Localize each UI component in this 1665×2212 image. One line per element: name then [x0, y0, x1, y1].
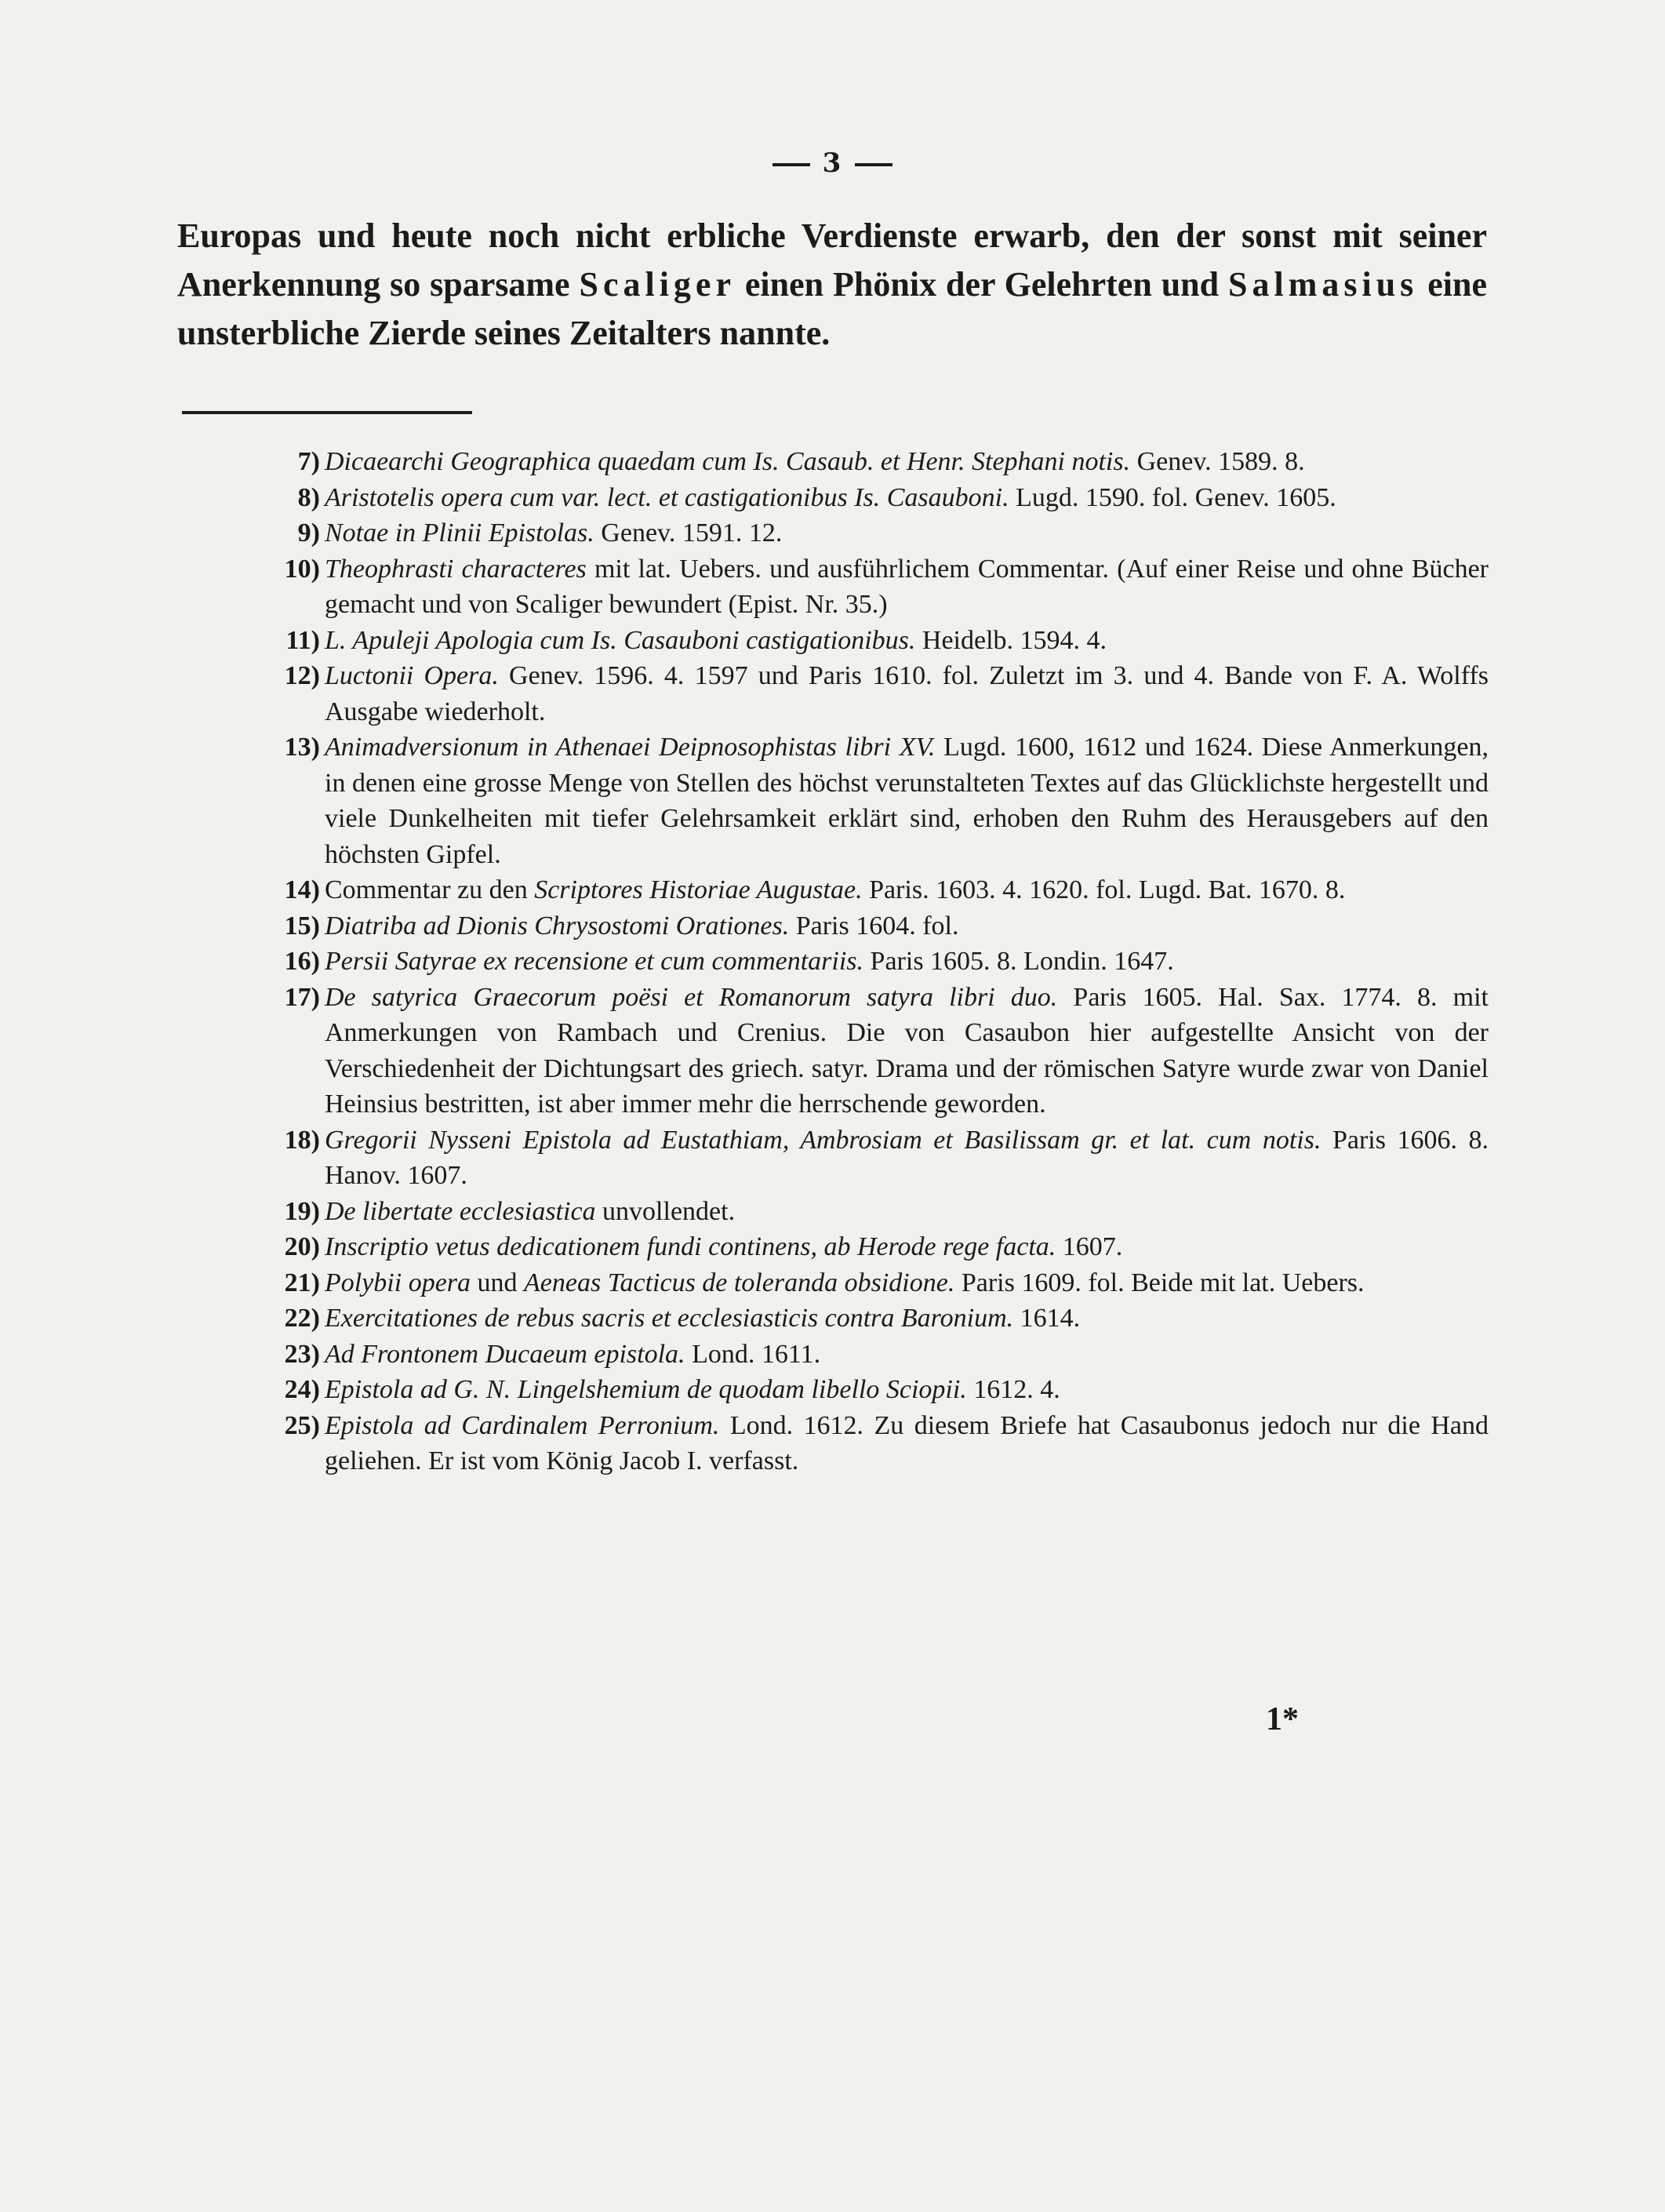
intro-text-2: einen Phönix der Gelehrten und — [735, 265, 1229, 304]
footnote-details: Paris 1605. Hal. Sax. 1774. 8. mit Anmerkungen von Rambach und Crenius. Die von Casaubon hier aufgestellte Ansicht von der Verschiedenheit der Dichtungsart des griech. satyr. Drama und der römischen Satyre wurde zwar von Daniel Heinsius bestritten, ist aber immer mehr die herrschende geworden. — [325, 982, 1489, 1119]
footnote-number: 10) — [284, 554, 320, 584]
footnote-details: Genev. 1591. 12. — [594, 518, 783, 548]
footnote-13 — [259, 729, 1489, 872]
intro-name-salmasius: Salmasius — [1228, 265, 1419, 304]
footnote-details: Heidelb. 1594. 4. — [915, 625, 1107, 655]
footnote-number: 24) — [284, 1375, 320, 1404]
footnote-details: 1607. — [1056, 1232, 1123, 1261]
footnote-details: Paris 1609. fol. Beide mit lat. Uebers. — [954, 1268, 1365, 1297]
footnote-title-2: Aeneas Tacticus de toleranda obsidione. — [524, 1268, 955, 1297]
footnote-7 — [259, 444, 1489, 480]
footnote-19 — [259, 1194, 1489, 1230]
footnote-title: Diatriba ad Dionis Chrysostomi Orationes. — [325, 911, 790, 940]
footnote-20 — [259, 1229, 1489, 1265]
footnote-details: Paris 1605. 8. Londin. 1647. — [863, 947, 1174, 976]
footnote-title: Scriptores Historiae Augustae. — [534, 875, 863, 904]
footnote-title: Epistola ad G. N. Lingelshemium de quodam libello Sciopii. — [325, 1375, 967, 1404]
footnote-details: Paris 1604. fol. — [789, 911, 959, 940]
footnote-title: Inscriptio vetus dedicationem fundi continens, ab Herode rege facta. — [325, 1232, 1056, 1261]
footnote-number: 7) — [297, 447, 320, 476]
footnote-8 — [259, 480, 1489, 516]
footnote-9 — [259, 515, 1489, 551]
footnote-title: Notae in Plinii Epistolas. — [325, 518, 594, 548]
intro-paragraph — [177, 212, 1487, 358]
footnote-title: De satyrica Graecorum poësi et Romanorum satyra libri duo. — [325, 982, 1058, 1012]
intro-text-1: Europas und heute noch nicht erbliche Verdienste erwarb, den der sonst mit seiner Anerkennung so sparsame — [177, 216, 1487, 304]
footnote-number: 12) — [284, 661, 320, 690]
footnote-number: 9) — [297, 518, 320, 548]
footnote-22 — [259, 1301, 1489, 1337]
footnote-10 — [259, 551, 1489, 623]
footnote-title: Luctonii Opera. — [325, 661, 499, 690]
footnote-21 — [259, 1265, 1489, 1301]
footnote-number: 8) — [297, 482, 320, 512]
intro-name-scaliger: Scaliger — [579, 265, 736, 304]
footnote-number: 18) — [284, 1125, 320, 1155]
footnote-separator — [182, 411, 472, 414]
footnote-title: Ad Frontonem Ducaeum epistola. — [325, 1339, 685, 1369]
footnote-title: Persii Satyrae ex recensione et cum commentariis. — [325, 947, 864, 976]
footnote-title: Dicaearchi Geographica quaedam cum Is. Casaub. et Henr. Stephani notis. — [325, 447, 1131, 476]
footnote-details: 1612. 4. — [966, 1375, 1060, 1404]
footnote-title: Gregorii Nysseni Epistola ad Eustathiam, Ambrosiam et Basilissam gr. et lat. cum notis. — [325, 1125, 1321, 1155]
footnote-11 — [259, 623, 1489, 659]
footnote-number: 25) — [284, 1410, 320, 1440]
footnote-number: 17) — [284, 982, 320, 1012]
footnote-number: 14) — [284, 875, 320, 904]
footnote-number: 11) — [285, 625, 320, 655]
footnote-18 — [259, 1122, 1489, 1194]
footnote-23 — [259, 1337, 1489, 1373]
footnote-title: Polybii opera — [325, 1268, 471, 1297]
footnote-12 — [259, 658, 1489, 729]
footnote-number: 13) — [284, 733, 320, 762]
footnote-details: Genev. 1589. 8. — [1130, 447, 1305, 476]
footnote-title: Animadversionum in Athenaei Deipnosophistas libri XV. — [325, 733, 936, 762]
footnote-list — [259, 444, 1489, 1479]
footnote-title: L. Apuleji Apologia cum Is. Casauboni castigationibus. — [325, 625, 916, 655]
left-dash — [773, 163, 810, 166]
intro-text-3: eine unsterbliche Zierde seines Zeitalters nannte. — [177, 265, 1487, 352]
footnote-16 — [259, 944, 1489, 980]
footnote-details: 1614. — [1013, 1304, 1081, 1333]
footnote-details: Paris. 1603. 4. 1620. fol. Lugd. Bat. 1670. 8. — [862, 875, 1346, 904]
footnote-number: 20) — [284, 1232, 320, 1261]
footnote-details: mit lat. Uebers. und ausführlichem Commentar. (Auf einer Reise und ohne Bücher gemacht und von Scaliger bewundert (Epist. Nr. 35.) — [325, 554, 1489, 619]
footnote-title: Epistola ad Cardinalem Perronium. — [325, 1410, 720, 1440]
footnote-title: Theophrasti characteres — [325, 554, 587, 584]
footnote-details: Lugd. 1600, 1612 und 1624. Diese Anmerkungen, in denen eine grosse Menge von Stellen des höchst verunstalteten Textes auf das Glücklichste hergestellt und viele Dunkelheiten mit tiefer Gelehrsamkeit erklärt sind, erhoben den Ruhm des Herausgebers auf den höchsten Gipfel. — [325, 733, 1489, 869]
footnote-15 — [259, 908, 1489, 944]
footnote-number: 23) — [284, 1339, 320, 1369]
footnote-number: 15) — [284, 911, 320, 940]
footnote-25 — [259, 1408, 1489, 1479]
footnote-prefix: Commentar zu den — [325, 875, 535, 904]
footnote-title: Exercitationes de rebus sacris et ecclesiasticis contra Baronium. — [325, 1304, 1014, 1333]
footnote-details: Lond. 1611. — [685, 1339, 821, 1369]
footnote-number: 19) — [284, 1196, 320, 1226]
footnote-14 — [259, 872, 1489, 908]
page-number — [0, 147, 1665, 179]
footnote-title: De libertate ecclesiastica — [325, 1196, 596, 1226]
footnote-details: Lugd. 1590. fol. Genev. 1605. — [1009, 482, 1336, 512]
footnote-number: 22) — [284, 1304, 320, 1333]
sheet-signature: 1* — [1266, 1701, 1299, 1737]
footnote-17 — [259, 980, 1489, 1122]
footnote-number: 16) — [284, 947, 320, 976]
footnote-details: unvollendet. — [595, 1196, 736, 1226]
footnote-connector: und — [471, 1268, 525, 1297]
footnote-details: Lond. 1612. Zu diesem Briefe hat Casaubonus jedoch nur die Hand geliehen. Er ist vom König Jacob I. verfasst. — [325, 1410, 1489, 1475]
page-number-text: 3 — [822, 147, 843, 179]
footnote-title: Aristotelis opera cum var. lect. et castigationibus Is. Casauboni. — [325, 482, 1009, 512]
footnote-details: Paris 1606. 8. Hanov. 1607. — [325, 1125, 1489, 1190]
footnote-details: Genev. 1596. 4. 1597 und Paris 1610. fol. Zuletzt im 3. und 4. Bande von F. A. Wolffs Ausgabe wiederholt. — [325, 661, 1489, 726]
footnote-24 — [259, 1372, 1489, 1408]
footnote-number: 21) — [284, 1268, 320, 1297]
right-dash — [855, 163, 892, 166]
